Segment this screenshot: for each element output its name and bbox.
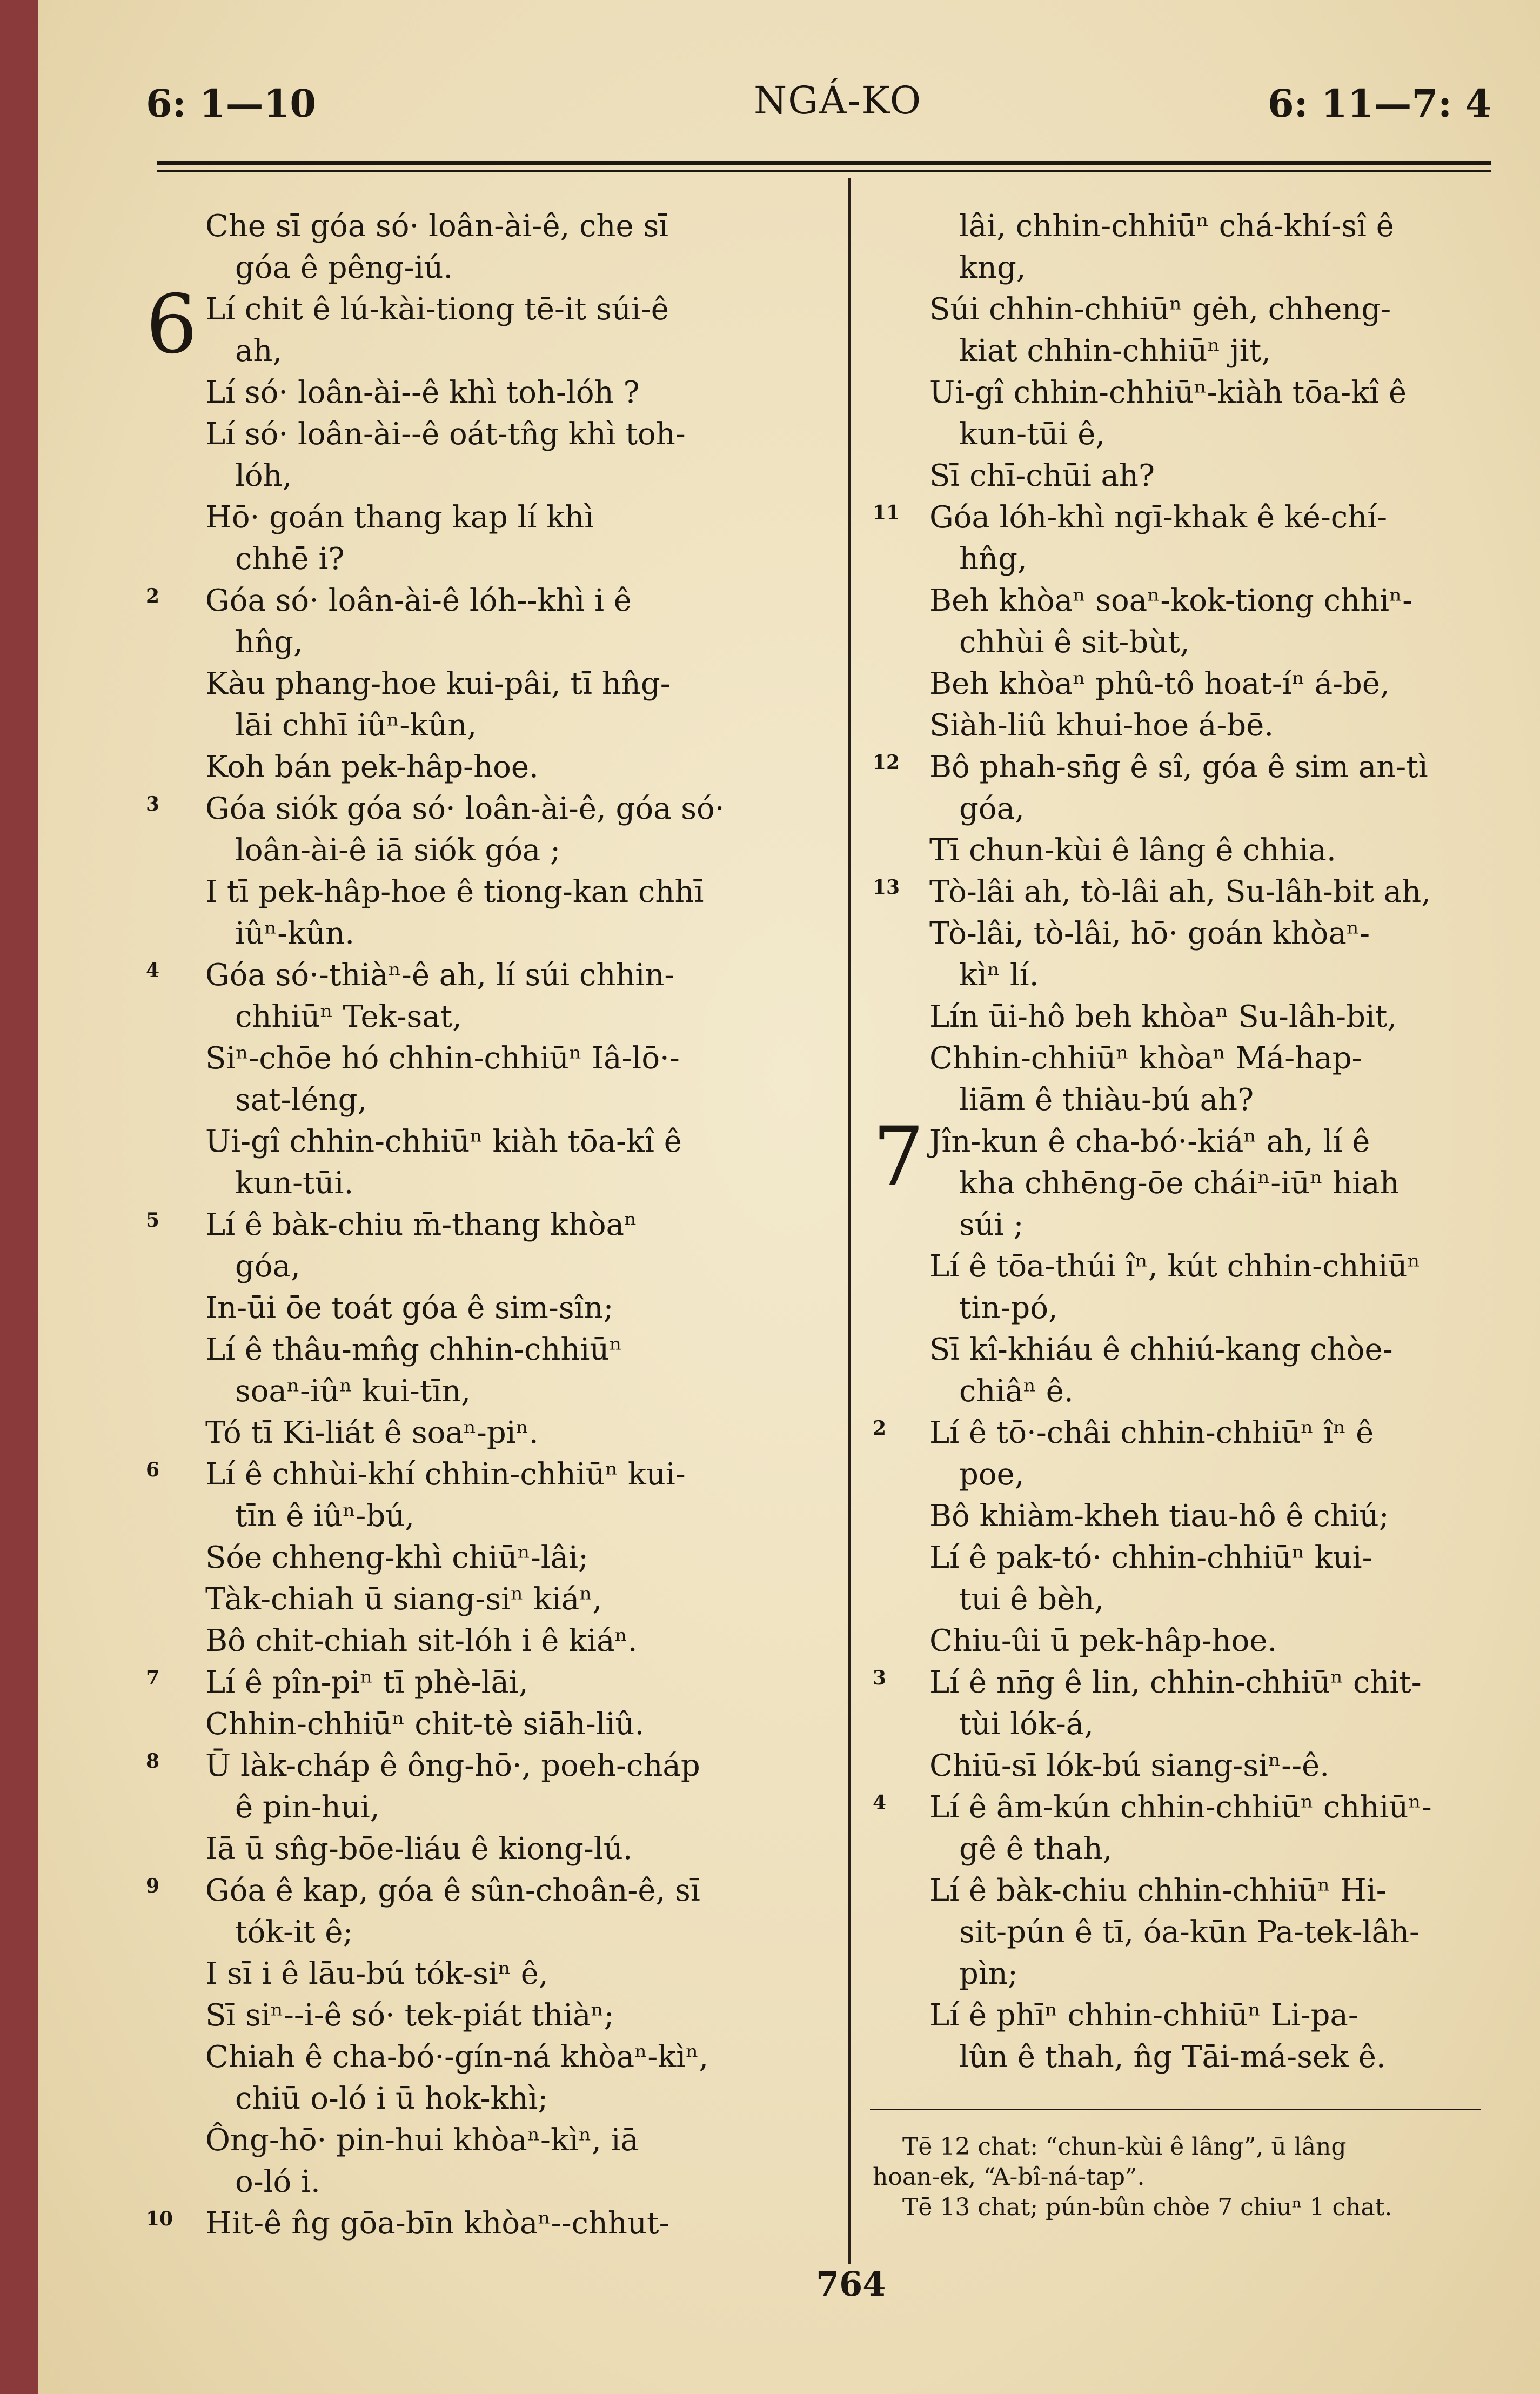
verse-line [873, 1579, 1483, 1620]
running-header [38, 70, 1540, 135]
verse-line [146, 2036, 816, 2078]
verse-text: tùi lók-á, [959, 1707, 1094, 1742]
header-rule-thick [157, 161, 1491, 165]
verse-line [873, 913, 1483, 954]
verse-line [873, 954, 1483, 996]
verse-line [146, 1162, 816, 1204]
verse-text: lûn ê thah, n̂g Tāi-má-sek ê. [959, 2039, 1386, 2075]
verse-text: Lí ê pak-tó· chhin-chhiūⁿ kui- [929, 1540, 1372, 1575]
verse-text: tók-it ê; [235, 1915, 353, 1950]
verse-text: Súi chhin-chhiūⁿ gėh, chheng- [929, 292, 1391, 327]
verse-number: 4 [873, 1791, 887, 1814]
left-column [146, 205, 816, 2244]
verse-line [873, 1870, 1483, 1911]
verse-text: Siⁿ-chōe hó chhin-chhiūⁿ Iâ-lō·- [205, 1041, 680, 1076]
verse-text: ê pin-hui, [235, 1790, 380, 1825]
verse-text: Lí ê thâu-mn̂g chhin-chhiūⁿ [205, 1332, 622, 1367]
verse-line [146, 1246, 816, 1287]
verse-number: 2 [146, 585, 160, 607]
verse-line [146, 1079, 816, 1121]
column-divider [848, 178, 851, 2264]
verse-line [873, 1703, 1483, 1745]
verse-line [146, 372, 816, 413]
verse-line [873, 497, 1483, 538]
verse-text: góa ê pêng-iú. [235, 250, 453, 285]
verse-text: Lí ê âm-kún chhin-chhiūⁿ chhiūⁿ- [929, 1790, 1432, 1825]
verse-text: Koh bán pek-hâp-hoe. [205, 750, 539, 785]
verse-text: sat-léng, [235, 1082, 367, 1118]
verse-line [146, 2161, 816, 2203]
verse-text: Góa ê kap, góa ê sûn-choân-ê, sī [205, 1873, 700, 1908]
verse-text: chhiūⁿ Tek-sat, [235, 999, 462, 1034]
verse-text: I sī i ê lāu-bú tók-siⁿ ê, [205, 1956, 548, 1991]
verse-text: lāi chhī iûⁿ-kûn, [235, 708, 477, 743]
verse-text: hn̂g, [959, 541, 1027, 577]
footnote-line: hoan-ek, “A-bî-ná-tap”. [873, 2163, 1145, 2191]
verse-line [146, 871, 816, 913]
verse-line [146, 2203, 816, 2244]
verse-text: chhē i? [235, 541, 345, 577]
verse-text: Ông-hō· pin-hui khòaⁿ-kìⁿ, iā [205, 2123, 639, 2158]
verse-line [146, 2119, 816, 2161]
verse-text: Sóe chheng-khì chiūⁿ-lâi; [205, 1540, 588, 1575]
verse-text: I tī pek-hâp-hoe ê tiong-kan chhī [205, 874, 704, 910]
verse-text: Tò-lâi, tò-lâi, hō· goán khòaⁿ- [929, 916, 1370, 951]
verse-line [873, 1828, 1483, 1870]
verse-line [146, 330, 816, 372]
verse-line [873, 830, 1483, 871]
verse-text: Lí ê phīⁿ chhin-chhiūⁿ Li-pa- [929, 1998, 1358, 2033]
verse-text: Sī siⁿ--i-ê só· tek-piát thiàⁿ; [205, 1998, 614, 2033]
verse-line [146, 1287, 816, 1329]
verse-line [873, 372, 1483, 413]
verse-text: Chhin-chhiūⁿ khòaⁿ Má-hap- [929, 1041, 1362, 1076]
verse-line [146, 1911, 816, 1953]
page-number: 764 [816, 2264, 886, 2304]
verse-text: Hō· goán thang kap lí khì [205, 500, 594, 535]
verse-number: 9 [146, 1875, 160, 1897]
verse-line [873, 330, 1483, 372]
verse-line [873, 621, 1483, 663]
verse-line [873, 1745, 1483, 1787]
verse-text: Lí ê bàk-chiu m̄-thang khòaⁿ [205, 1207, 638, 1242]
verse-text: Chiū-sī lók-bú siang-siⁿ--ê. [929, 1748, 1330, 1783]
verse-text: kiat chhin-chhiūⁿ jit, [959, 333, 1271, 369]
verse-line [146, 1370, 816, 1412]
verse-text: Iā ū sn̂g-bōe-liáu ê kiong-lú. [205, 1831, 633, 1867]
verse-text: soaⁿ-iûⁿ kui-tīn, [235, 1374, 471, 1409]
verse-text: góa, [235, 1249, 300, 1284]
verse-text: góa, [959, 791, 1025, 826]
verse-line [873, 1038, 1483, 1079]
verse-text: Beh khòaⁿ soaⁿ-kok-tiong chhiⁿ- [929, 583, 1413, 618]
verse-text: chiū o-ló i ū hok-khì; [235, 2081, 548, 2116]
verse-line [873, 205, 1483, 247]
verse-text: Góa só· loân-ài-ê lóh--khì i ê [205, 583, 632, 618]
verse-line [146, 1038, 816, 1079]
verse-line [146, 705, 816, 746]
verse-text: Bô khiàm-kheh tiau-hô ê chiú; [929, 1499, 1389, 1534]
verse-text: Siàh-liû khui-hoe á-bē. [929, 708, 1274, 743]
verse-text: liām ê thiàu-bú ah? [959, 1082, 1254, 1118]
verse-text: Lí ê tō·-châi chhin-chhiūⁿ îⁿ ê [929, 1415, 1374, 1450]
verse-line [873, 289, 1483, 330]
verse-text: Lín ūi-hô beh khòaⁿ Su-lâh-bit, [929, 999, 1397, 1034]
verse-line [146, 205, 816, 247]
chapter-number: 6 [146, 278, 198, 372]
verse-text: Lí ê pîn-piⁿ tī phè-lāi, [205, 1665, 528, 1700]
verse-line [873, 455, 1483, 497]
verse-line [146, 413, 816, 455]
verse-text: Kàu phang-hoe kui-pâi, tī hn̂g- [205, 666, 671, 701]
verse-text: Ui-gî chhin-chhiūⁿ kiàh tōa-kî ê [205, 1124, 682, 1159]
verse-text: ah, [235, 333, 283, 369]
verse-text: pìn; [959, 1956, 1018, 1991]
verse-line [873, 1370, 1483, 1412]
right-column [873, 205, 1483, 2078]
verse-text: Jîn-kun ê cha-bó·-kiáⁿ ah, lí ê [929, 1124, 1370, 1159]
verse-line [146, 247, 816, 289]
verse-line [146, 954, 816, 996]
verse-line [146, 1953, 816, 1995]
verse-text: sit-pún ê tī, óa-kūn Pa-tek-lâh- [959, 1915, 1420, 1950]
verse-line [873, 538, 1483, 580]
verse-line [146, 788, 816, 830]
footnote-rule [870, 2109, 1481, 2110]
verse-text: Ui-gî chhin-chhiūⁿ-kiàh tōa-kî ê [929, 375, 1407, 410]
verse-line [873, 871, 1483, 913]
verse-line [146, 1828, 816, 1870]
verse-number: 8 [146, 1750, 160, 1773]
verse-text: o-ló i. [235, 2164, 320, 2199]
verse-line [873, 1329, 1483, 1370]
verse-line [146, 1995, 816, 2036]
verse-text: poe, [959, 1457, 1025, 1492]
verse-line [146, 1329, 816, 1370]
verse-line [146, 538, 816, 580]
verse-line [146, 1121, 816, 1162]
verse-line [873, 413, 1483, 455]
verse-text: Tò-lâi ah, tò-lâi ah, Su-lâh-bit ah, [929, 874, 1431, 910]
verse-line [873, 2036, 1483, 2078]
verse-line [146, 996, 816, 1038]
chapter-number: 7 [873, 1110, 925, 1204]
verse-line [873, 247, 1483, 289]
header-ref-left: 6: 1—10 [146, 81, 317, 126]
verse-line [873, 746, 1483, 788]
verse-number: 7 [146, 1667, 160, 1689]
verse-line [146, 1454, 816, 1495]
verse-text: Bô phah-sn̄g ê sî, góa ê sim an-tì [929, 750, 1428, 785]
verse-line [873, 1162, 1483, 1204]
verse-line [146, 830, 816, 871]
verse-text: kha chhēng-ōe cháiⁿ-iūⁿ hiah [959, 1166, 1400, 1201]
verse-number: 5 [146, 1209, 160, 1232]
verse-line [146, 746, 816, 788]
verse-text: Lí ê chhùi-khí chhin-chhiūⁿ kui- [205, 1457, 686, 1492]
footnotes [873, 2132, 1489, 2223]
verse-line [873, 1079, 1483, 1121]
verse-number: 10 [146, 2208, 173, 2230]
verse-text: tin-pó, [959, 1290, 1058, 1326]
verse-line [146, 1745, 816, 1787]
verse-text: Tī chun-kùi ê lâng ê chhia. [929, 833, 1336, 868]
verse-line [873, 663, 1483, 705]
verse-number: 4 [146, 959, 160, 982]
verse-text: Lí ê bàk-chiu chhin-chhiūⁿ Hi- [929, 1873, 1387, 1908]
verse-text: Tàk-chiah ū siang-siⁿ kiáⁿ, [205, 1582, 602, 1617]
verse-text: Góa lóh-khì ngī-khak ê ké-chí- [929, 500, 1388, 535]
verse-text: Lí só· loân-ài--ê oát-tn̂g khì toh- [205, 417, 686, 452]
verse-line [873, 1412, 1483, 1454]
verse-text: Góa siók góa só· loân-ài-ê, góa só· [205, 791, 725, 826]
verse-line [873, 705, 1483, 746]
footnote-line: Tē 12 chat: “chun-kùi ê lâng”, ū lâng [902, 2133, 1347, 2161]
verse-line [146, 455, 816, 497]
verse-line [873, 1287, 1483, 1329]
verse-line [146, 663, 816, 705]
verse-text: tui ê bèh, [959, 1582, 1104, 1617]
verse-line [873, 1953, 1483, 1995]
verse-line [873, 996, 1483, 1038]
verse-line [146, 913, 816, 954]
verse-number: 2 [873, 1417, 887, 1440]
verse-line [146, 1620, 816, 1662]
verse-line [146, 1537, 816, 1579]
verse-text: loân-ài-ê iā siók góa ; [235, 833, 560, 868]
verse-text: tīn ê iûⁿ-bú, [235, 1499, 415, 1534]
verse-text: Lí só· loân-ài--ê khì toh-lóh ? [205, 375, 640, 410]
verse-text: Chiu-ûi ū pek-hâp-hoe. [929, 1623, 1277, 1659]
verse-text: Chhin-chhiūⁿ chit-tè siāh-liû. [205, 1707, 645, 1742]
verse-line [873, 1454, 1483, 1495]
verse-line [146, 1495, 816, 1537]
verse-line [146, 1787, 816, 1828]
verse-text: chiâⁿ ê. [959, 1374, 1074, 1409]
header-ref-right: 6: 11—7: 4 [1268, 81, 1491, 126]
verse-line [146, 1579, 816, 1620]
verse-text: Lí ê nn̄g ê lin, chhin-chhiūⁿ chit- [929, 1665, 1422, 1700]
verse-text: kng, [959, 250, 1026, 285]
verse-text: Ū làk-cháp ê ông-hō·, poeh-cháp [205, 1748, 700, 1783]
verse-line [146, 1703, 816, 1745]
verse-line [146, 580, 816, 621]
verse-line [146, 1870, 816, 1911]
verse-text: iûⁿ-kûn. [235, 916, 354, 951]
verse-text: Che sī góa só· loân-ài-ê, che sī [205, 209, 669, 244]
verse-line [873, 1995, 1483, 2036]
verse-line [873, 1620, 1483, 1662]
verse-text: gê ê thah, [959, 1831, 1113, 1867]
verse-number: 11 [873, 501, 900, 524]
verse-text: Sī chī-chūi ah? [929, 458, 1155, 493]
verse-line [873, 1911, 1483, 1953]
verse-text: kìⁿ lí. [959, 958, 1039, 993]
footnote-line: Tē 13 chat; pún-bûn chòe 7 chiuⁿ 1 chat. [902, 2194, 1392, 2221]
verse-text: Bô chit-chiah sit-lóh i ê kiáⁿ. [205, 1623, 638, 1659]
verse-line [873, 788, 1483, 830]
verse-text: lóh, [235, 458, 292, 493]
verse-text: Beh khòaⁿ phû-tô hoat-íⁿ á-bē, [929, 666, 1390, 701]
verse-text: kun-tūi. [235, 1166, 354, 1201]
verse-number: 13 [873, 876, 900, 899]
book-page [38, 0, 1540, 2394]
verse-line [146, 1662, 816, 1703]
verse-line [873, 580, 1483, 621]
verse-line [146, 2078, 816, 2119]
verse-text: lâi, chhin-chhiūⁿ chá-khí-sî ê [959, 209, 1394, 244]
verse-text: Tó tī Ki-liát ê soaⁿ-piⁿ. [205, 1415, 539, 1450]
verse-text: Hit-ê n̂g gōa-bīn khòaⁿ--chhut- [205, 2206, 669, 2241]
verse-text: chhùi ê sit-bùt, [959, 625, 1190, 660]
verse-line [146, 1204, 816, 1246]
header-rule-thin [157, 170, 1491, 172]
verse-line [873, 1204, 1483, 1246]
verse-text: Lí chit ê lú-kài-tiong tē-it súi-ê [205, 292, 669, 327]
verse-text: kun-tūi ê, [959, 417, 1106, 452]
verse-line [146, 497, 816, 538]
verse-line [146, 1412, 816, 1454]
verse-line [873, 1537, 1483, 1579]
verse-number: 12 [873, 751, 900, 774]
verse-line [873, 1495, 1483, 1537]
verse-line [873, 1246, 1483, 1287]
verse-text: súi ; [959, 1207, 1024, 1242]
verse-number: 3 [146, 793, 160, 815]
header-title: NGÁ-KO [754, 78, 922, 123]
verse-text: Lí ê tōa-thúi îⁿ, kút chhin-chhiūⁿ [929, 1249, 1421, 1284]
verse-number: 3 [873, 1667, 887, 1689]
verse-text: Sī kî-khiáu ê chhiú-kang chòe- [929, 1332, 1393, 1367]
verse-line [873, 1787, 1483, 1828]
verse-text: In-ūi ōe toát góa ê sim-sîn; [205, 1290, 614, 1326]
verse-text: hn̂g, [235, 625, 303, 660]
verse-line [873, 1662, 1483, 1703]
verse-text: Chiah ê cha-bó·-gín-ná khòaⁿ-kìⁿ, [205, 2039, 709, 2075]
verse-number: 6 [146, 1459, 160, 1481]
verse-text: Góa só·-thiàⁿ-ê ah, lí súi chhin- [205, 958, 675, 993]
verse-line [146, 621, 816, 663]
